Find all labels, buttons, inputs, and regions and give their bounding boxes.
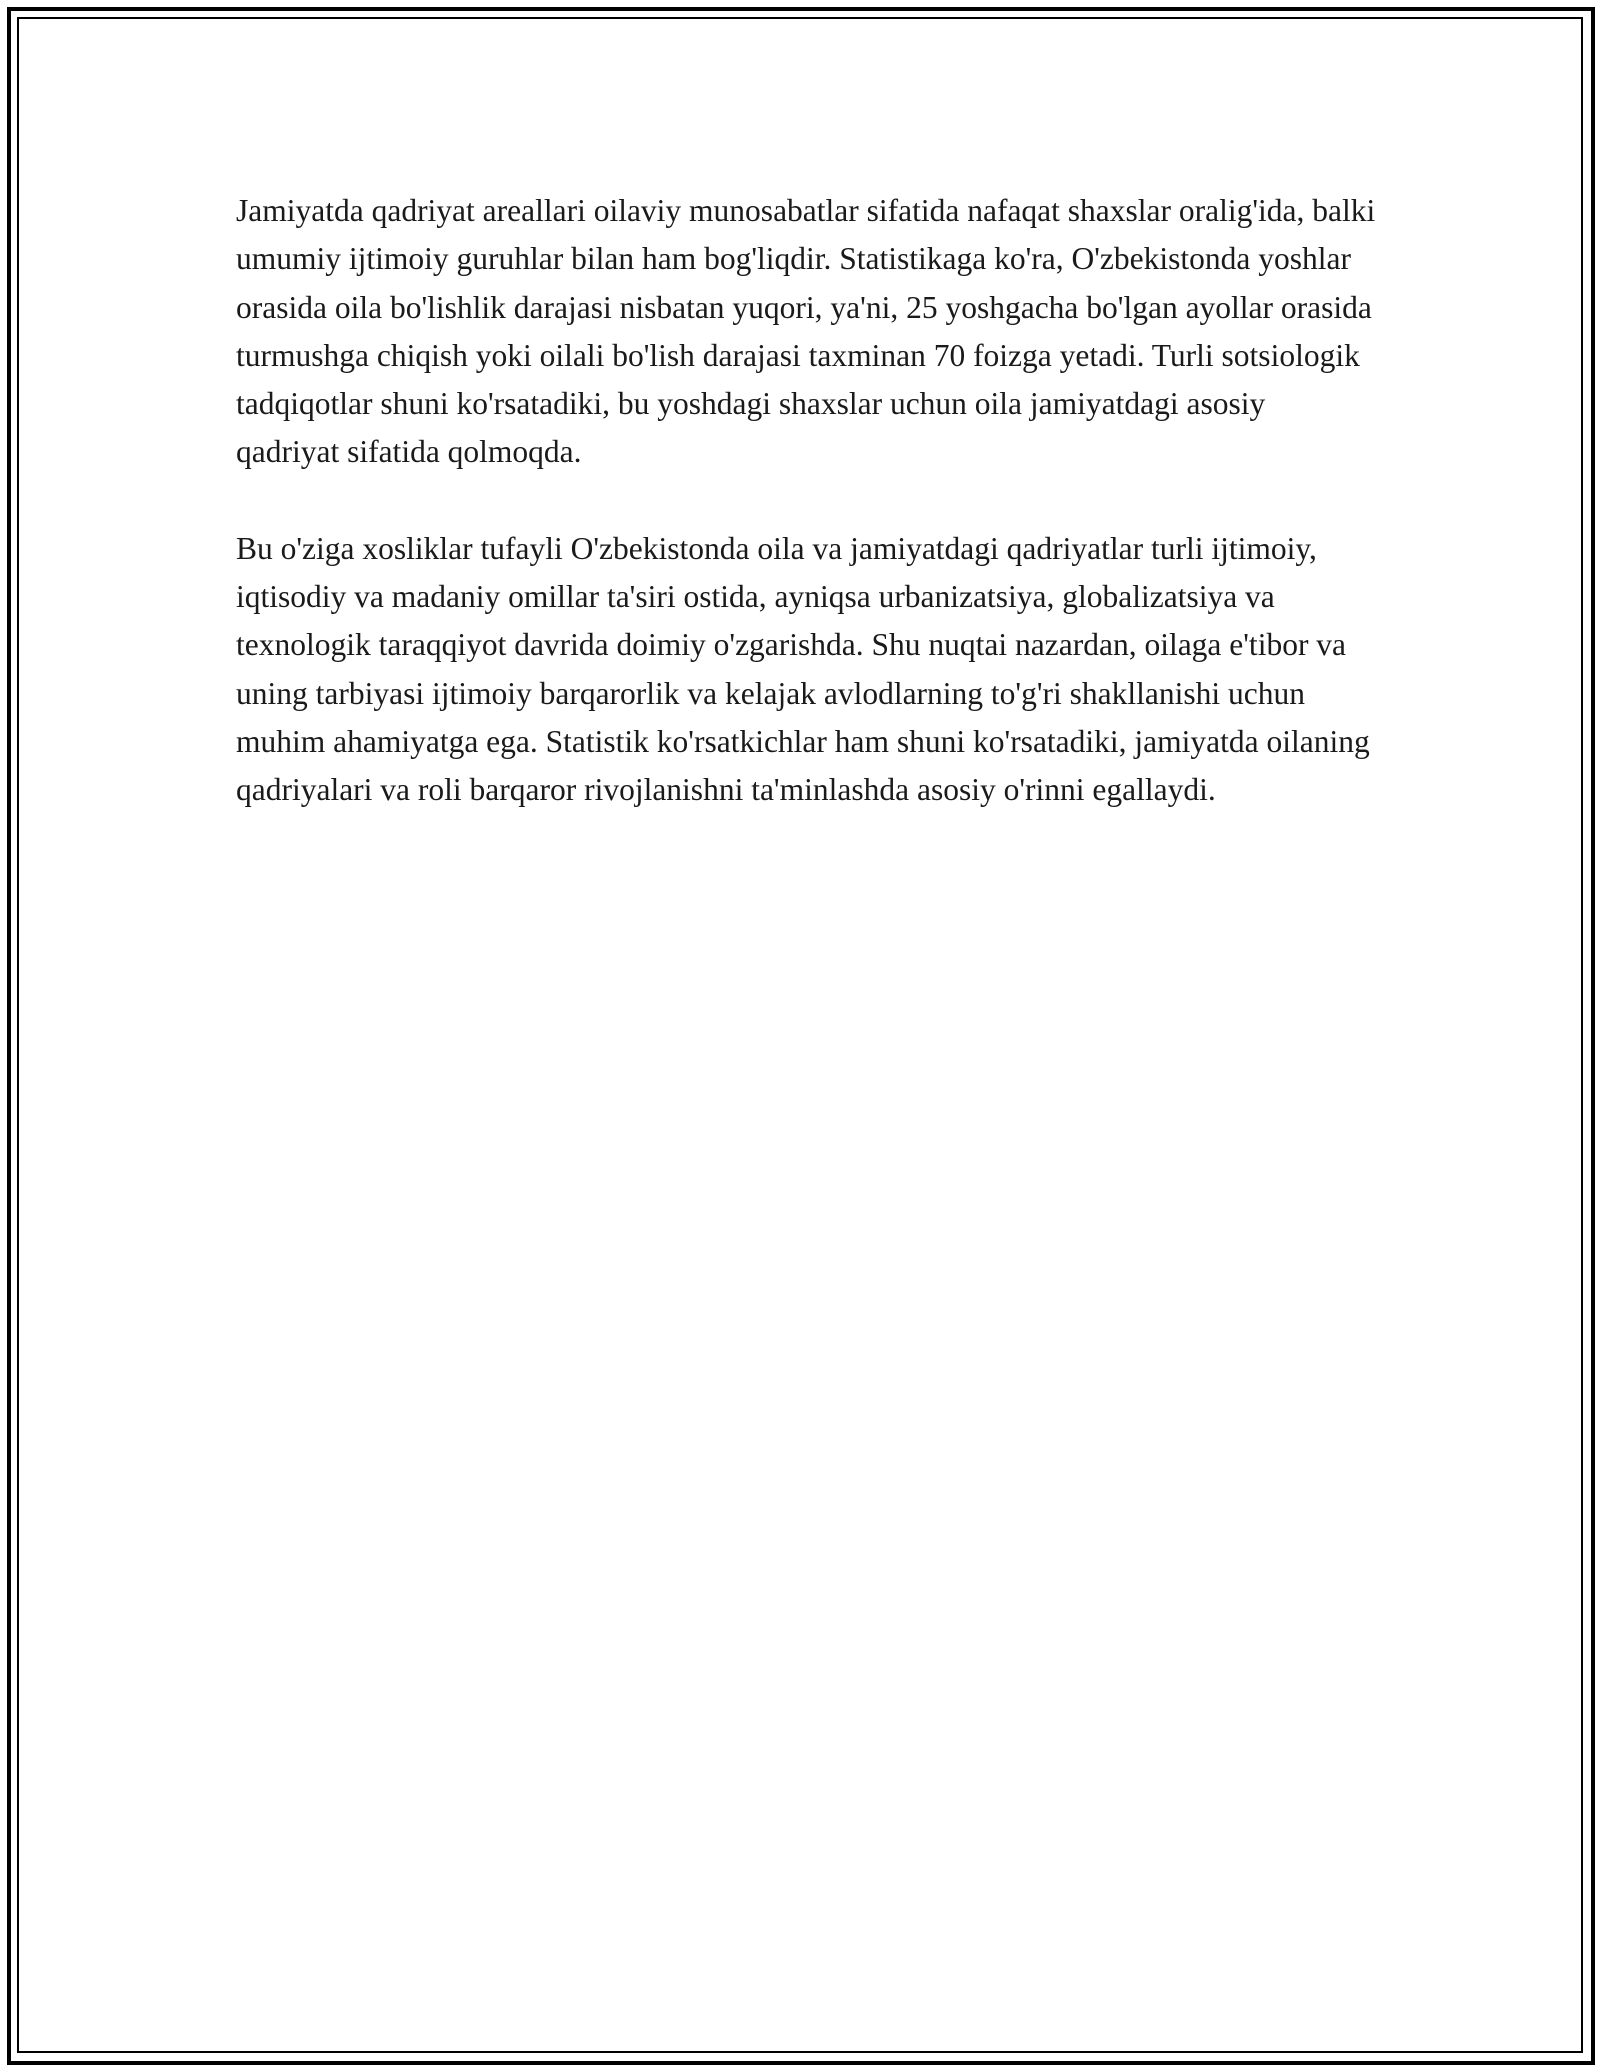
document-body bbox=[236, 187, 1376, 863]
paragraph-1: Jamiyatda qadriyat areallari oilaviy munosabatlar sifatida nafaqat shaxslar oralig'ida, balki umumiy ijtimoiy guruhlar bilan ham bog'liqdir. Statistikaga ko'ra, O'zbekistonda yoshlar orasida oila bo'lishlik darajasi nisbatan yuqori, ya'ni, 25 yoshgacha bo'lgan ayollar orasida turmushga chiqish yoki oilali bo'lish darajasi taxminan 70 foizga yetadi. Turli sotsiologik tadqiqotlar shuni ko'rsatadiki, bu yoshdagi shaxslar uchun oila jamiyatdagi asosiy qadriyat sifatida qolmoqda. bbox=[236, 193, 1376, 470]
paragraph-2: Bu o'ziga xosliklar tufayli O'zbekistonda oila va jamiyatdagi qadriyatlar turli ijtimoiy, iqtisodiy va madaniy omillar ta'siri ostida, ayniqsa urbanizatsiya, globalizatsiya va texnologik taraqqiyot davrida doimiy o'zgarishda. Shu nuqtai nazardan, oilaga e'tibor va uning tarbiyasi ijtimoiy barqarorlik va kelajak avlodlarning to'g'ri shakllanishi uchun muhim ahamiyatga ega. Statistik ko'rsatkichlar ham shuni ko'rsatadiki, jamiyatda oilaning qadriyalari va roli barqaror rivojlanishni ta'minlashda asosiy o'rinni egallaydi. bbox=[236, 530, 1370, 808]
